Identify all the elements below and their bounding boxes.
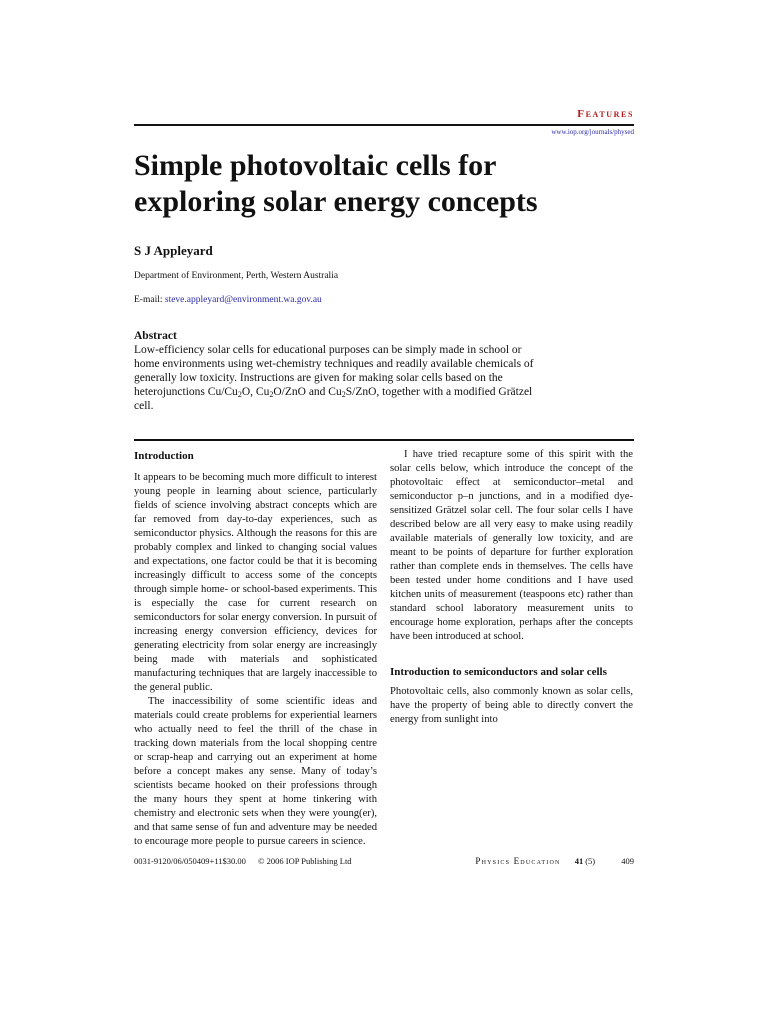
abstract-sub-2: 2 bbox=[269, 390, 274, 399]
abstract-sub-3: 2 bbox=[341, 390, 346, 399]
abstract-text-1: Low-efficiency solar cells for educational purposes can be simply made in school or home environments using wet-chemistry techniques and readily available chemicals of generally low toxicity. Instructions are given for making solar cells based on the heterojunctions Cu/Cu bbox=[134, 344, 534, 398]
page-number: 409 bbox=[621, 856, 634, 866]
abstract-text-2: O, Cu bbox=[241, 386, 270, 398]
article-title bbox=[134, 148, 654, 220]
email-label: E-mail: bbox=[134, 295, 163, 305]
abstract-sub-1: 2 bbox=[237, 390, 242, 399]
journal-name: Physics Education bbox=[475, 856, 561, 866]
intro-paragraph-1: It appears to be becoming much more difficult to interest young people in learning about science, particularly fields of science involving abstract concepts which are far removed from day-to-day experiences, such as semiconductor physics. Although the reasons for this are probably complex and linked to changing social values and expectations, one factor could be that it is becoming increasingly difficult to access some of the concepts through simple home- or school-based experiments. This is especially the case for current research on semiconductors for solar energy conversion. In pursuit of increasing energy conversion efficiency, devices for generating electricity from solar energy are increasingly being made with materials and sophisticated manufacturing techniques that are largely inaccessible to the general public. bbox=[134, 472, 377, 693]
author-affiliation: Department of Environment, Perth, Western Australia bbox=[134, 271, 339, 281]
author-email bbox=[134, 295, 322, 305]
abstract bbox=[134, 329, 534, 413]
body-column-right bbox=[390, 448, 633, 727]
article-code: 0031-9120/06/050409+11$30.00 bbox=[134, 856, 246, 866]
abstract-text-4: S/ZnO, together with a modified Grätzel cell. bbox=[134, 386, 533, 412]
semiconductors-heading: Introduction to semiconductors and solar cells bbox=[390, 666, 607, 678]
intro-paragraph-2: The inaccessibility of some scientific ideas and materials could create problems for experiential learners who actually need to feel the thrill of the chase in tracking down materials from the local shopping centre or scrap-heap and carrying out an experiment at home before a concept makes any sense. Many of today’s scientists became hooked on their professions through the many hours they spent at home tinkering with chemistry and electronic sets when they were young(er), and that same sense of fun and adventure may be needed to encourage more people to pursue careers in science. bbox=[134, 696, 377, 847]
volume: 41 bbox=[574, 856, 584, 866]
journal-url-link[interactable]: www.iop.org/journals/physed bbox=[551, 128, 634, 136]
author-name: S J Appleyard bbox=[134, 243, 213, 258]
title-line-1: Simple photovoltaic cells for bbox=[134, 149, 497, 182]
issue: (5) bbox=[585, 856, 596, 866]
abstract-text-3: O/ZnO and Cu bbox=[273, 386, 342, 398]
abstract-rule bbox=[134, 439, 634, 441]
section-label: Features bbox=[577, 108, 634, 120]
header-rule bbox=[134, 124, 634, 126]
abstract-heading: Abstract bbox=[134, 330, 177, 342]
semiconductors-paragraph-1: Photovoltaic cells, also commonly known as solar cells, have the property of being able to directly convert the energy from sunlight into bbox=[390, 686, 633, 725]
title-line-2: exploring solar energy concepts bbox=[134, 185, 538, 218]
email-link[interactable]: steve.appleyard@environment.wa.gov.au bbox=[164, 295, 322, 305]
intro-paragraph-3: I have tried recapture some of this spirit with the solar cells below, which introduce the concept of the photovoltaic effect at semiconductor–metal and semiconductor p–n junctions, and in a modified dye-sensitized Grätzel solar cell. The four solar cells I have described below are all very easy to make using readily available materials of generally low toxicity, and are meant to be points of departure for further exploration rather than complete ends in themselves. The cells have been tested under home conditions and I have used kitchen units of measurement (teaspoons etc) rather than standard school laboratory measurement units to encourage home exploration, perhaps after the concepts have been introduced at school. bbox=[390, 449, 633, 642]
body-column-left bbox=[134, 448, 377, 849]
intro-heading: Introduction bbox=[134, 450, 194, 462]
page-footer bbox=[134, 856, 634, 866]
footer-left bbox=[134, 856, 352, 866]
footer-right bbox=[475, 856, 634, 866]
copyright: © 2006 IOP Publishing Ltd bbox=[258, 856, 352, 866]
